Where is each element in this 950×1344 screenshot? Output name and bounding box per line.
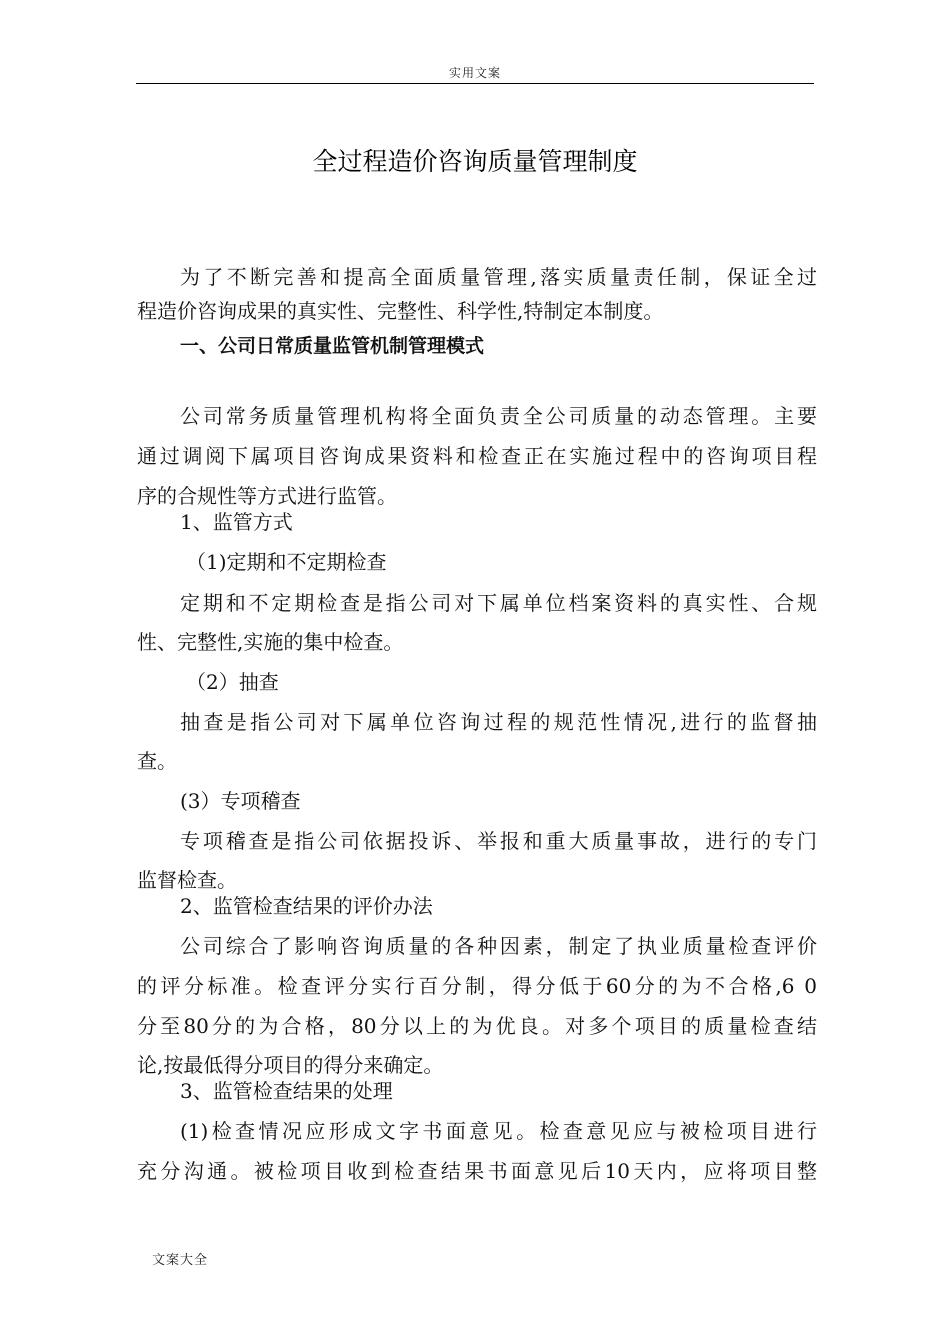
page-header-label: 实用文案 — [448, 66, 501, 80]
paragraph-line: 监督检查。 — [137, 868, 237, 892]
paragraph-line: 充分沟通。被检项目收到检查结果书面意见后10天内，应将项目整 — [137, 1159, 817, 1183]
paragraph-line: 查。 — [137, 749, 177, 773]
paragraph-line: 公司综合了影响咨询质量的各种因素，制定了执业质量检查评价 — [180, 934, 817, 958]
paragraph-line: 专项稽查是指公司依据投诉、举报和重大质量事故，进行的专门 — [180, 829, 817, 853]
paragraph-line: 抽查是指公司对下属单位咨询过程的规范性情况,进行的监督抽 — [180, 710, 817, 734]
header-rule — [136, 83, 814, 84]
subsection-heading: 1、监管方式 — [180, 510, 293, 534]
item-heading: (3）专项稽查 — [180, 789, 301, 813]
subsection-heading: 3、监管检查结果的处理 — [180, 1079, 393, 1103]
paragraph-line: 通过调阅下属项目咨询成果资料和检查正在实施过程中的咨询项目程 — [137, 444, 817, 468]
item-heading: （1)定期和不定期检查 — [186, 550, 387, 574]
paragraph-line: 序的合规性等方式进行监管。 — [137, 484, 397, 508]
item-heading: （2）抽查 — [186, 670, 279, 694]
paragraph-line: 定期和不定期检查是指公司对下属单位档案资料的真实性、合规 — [180, 591, 817, 615]
page-footer-label: 文案大全 — [152, 1253, 209, 1268]
paragraph-line: 性、完整性,实施的集中检查。 — [137, 630, 404, 654]
subsection-heading: 2、监管检查结果的评价办法 — [180, 894, 433, 918]
paragraph-line: 分至80分的为合格，80分以上的为优良。对多个项目的质量检查结 — [137, 1014, 817, 1038]
document-title: 全过程造价咨询质量管理制度 — [312, 147, 638, 176]
paragraph-line: 论,按最低得分项目的得分来确定。 — [137, 1053, 444, 1077]
paragraph-line: (1)检查情况应形成文字书面意见。检查意见应与被检项目进行 — [180, 1119, 817, 1143]
paragraph-line: 公司常务质量管理机构将全面负责全公司质量的动态管理。主要 — [180, 404, 817, 428]
paragraph-line: 的评分标准。检查评分实行百分制，得分低于60分的为不合格,6 0 — [137, 974, 817, 998]
paragraph-line: 为了不断完善和提高全面质量管理,落实质量责任制，保证全过 — [180, 265, 817, 289]
paragraph-line: 程造价咨询成果的真实性、完整性、科学性,特制定本制度。 — [137, 299, 664, 323]
section-heading: 一、公司日常质量监管机制管理模式 — [180, 335, 485, 357]
